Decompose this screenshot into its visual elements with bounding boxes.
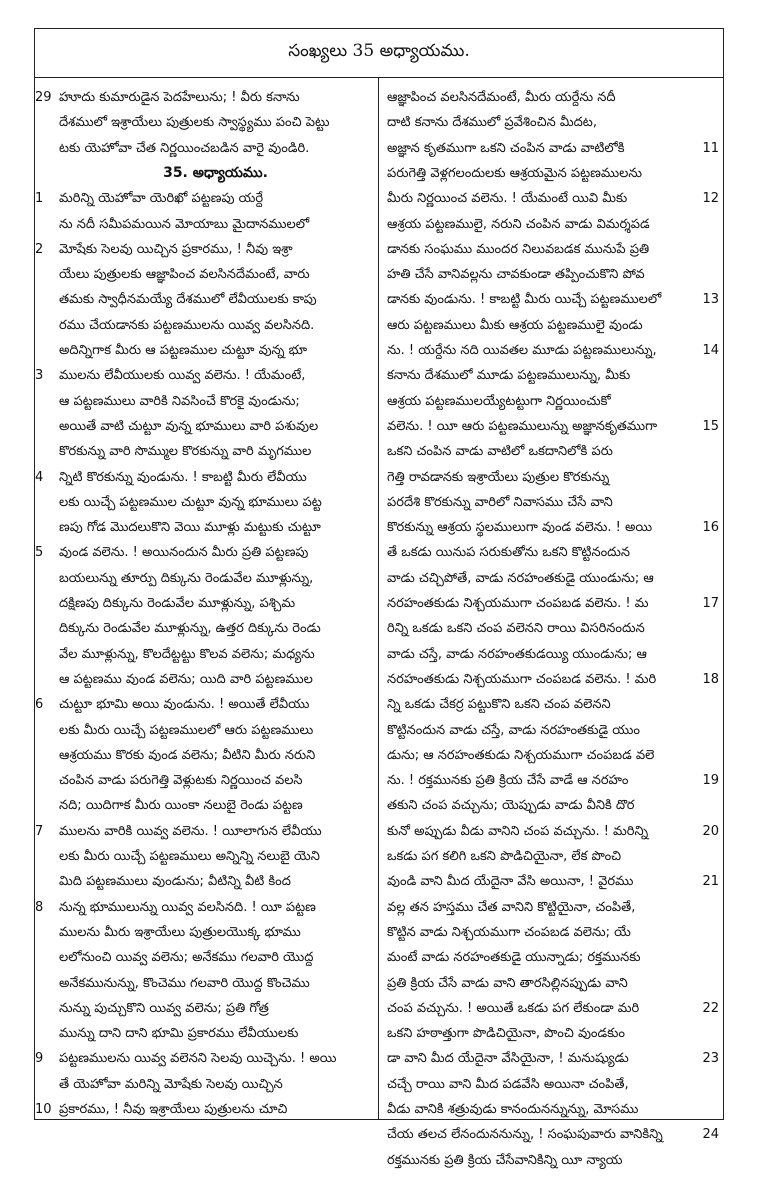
line-text: ఒకని హఠాత్తుగా పొడిచియైనా, పొంచి వుండకుం (387, 1026, 626, 1042)
line-text: నరహంతకుడు నిశ్చయముగా చంపబడ వలెను. ! మ (387, 596, 649, 611)
verse-number: 22 (702, 1000, 719, 1016)
verse-number: 11 (702, 140, 719, 156)
line-text: తమకు స్వాధీనమయ్యే దేశములో లేవీయులకు కాపు (59, 292, 317, 308)
line-text: యేలు పుత్రులకు ఆజ్ఞాపించ వలసినదేమంటే, వారు (59, 267, 310, 283)
line-text: న్నిటి కొరకున్ను వుండును. ! కాబట్టి మీరు లేవీయు (59, 469, 307, 485)
line-text: అదిన్నిగాక మీరు ఆ పట్టణముల చుట్టూ వున్న భూ (59, 343, 308, 358)
line-text: చంపిన వాడు పరుగెత్తి వెళ్లుటకు నిర్ణయించ వలసి (59, 773, 303, 789)
line-text: మరిన్ని యెహోవా యెరిఖో పట్టణపు యర్దే (59, 191, 264, 207)
line-text: డును; ఆ నరహంతకుడు నిశ్చయముగా చంపబడ వలె (387, 747, 655, 763)
line-text: రక్తమునకు ప్రతి క్రియ చేసేవానికిన్ని యీ న్యాయ (387, 1152, 623, 1168)
line-text: చేయ తలచ లేనందుననున్ను, ! సంఘపువారు వానికిన్ని (387, 1127, 663, 1143)
line-text: వల్ల తన హస్తము చేత వానిని కొట్టియైనా, చంపితే, (387, 899, 636, 915)
line-text: మిది పట్టణములు వుండును; వీటిన్ని వీటి కింద (59, 874, 291, 890)
line-text: వేల మూళ్లున్ను, కొలదేట్టట్టు కొలవ వలెను; మధ్యను (59, 646, 315, 662)
verse-number: 19 (702, 773, 719, 789)
verse-number: 8 (35, 899, 44, 915)
line-text: హూదు కుమారుడైన పెదహేలును; ! వీరు కనాను (59, 90, 300, 105)
verse-number: 7 (35, 823, 44, 839)
verse-number: 4 (35, 469, 44, 485)
line-text: కొట్టిన వాడు నిశ్చయముగా చంపబడ వలెను; యే (387, 924, 631, 940)
line-text: నున్న భూములున్ను యివ్వ వలసినది. ! యీ పట్టణ (59, 899, 316, 915)
line-text: కొరకున్ను వారి సొమ్ముల కొరకున్ను వారి మృగముల (59, 444, 312, 460)
left-column-line (35, 1093, 372, 1126)
line-text: నరహంతకుడు నిశ్చయముగా చంపబడ వలెను. ! మరి (387, 671, 657, 687)
line-text: అనేకమునున్ను, కొంచెము గలవారి యొద్ద కొంచెము (59, 975, 310, 991)
line-text: డా వాని మీద యేదైనా వేసియైనా, ! మనుష్యుడు (387, 1051, 629, 1067)
line-text: ను. ! రక్తమునకు ప్రతి క్రియ చేసే వాడే ఆ నరహం (387, 773, 629, 789)
line-text: న్ని ఒకడు చేకర్ర పట్టుకొని ఒకని చంప వలెనని (387, 697, 611, 713)
right-column (379, 77, 723, 1168)
verse-number: 15 (702, 418, 719, 434)
line-text: చంప వచ్చును. ! అయితే ఒకడు పగ లేకుండా మరి (387, 1000, 640, 1016)
page-frame (34, 28, 724, 1168)
line-text: ఆశ్రయ పట్టణములయ్యేటట్టుగా నిర్ణయించుకో (387, 393, 611, 409)
line-text: దాటి కనాను దేశములో ప్రవేశించిన మీదట, (387, 115, 597, 131)
chapter-heading: 35. అధ్యాయము. (163, 164, 268, 181)
line-text: ములను లేవీయులకు యివ్వ వలెను. ! యేమంటే, (59, 368, 306, 384)
line-text: తకుని చంప వచ్చును; యెప్పుడు వాడు వీనికి దొర (387, 798, 635, 814)
verse-number: 1 (35, 191, 44, 207)
line-text: ప్రతి క్రియ చేసే వాడు వాని తారసిల్లినప్పుడు వాని (387, 975, 628, 991)
line-text: డానకు వుండును. ! కాబట్టి మీరు యిచ్చే పట్టణములలో (387, 292, 662, 308)
line-text: వాడు చచ్చిపోతే, వాడు నరహంతకుడై యుండును; ఆ (387, 570, 654, 586)
verse-number: 5 (35, 545, 44, 561)
line-text: మోషేకు సెలవు యిచ్చిన ప్రకారము, ! నీవు ఇశ్రా (59, 241, 293, 257)
line-text: గెత్తి రావడానకు ఇశ్రాయేలు పుత్రుల కొరకున్ను (387, 469, 610, 485)
verse-number: 29 (35, 90, 52, 105)
line-text: ను. ! యర్దేను నది యివతల మూడు పట్టణములున్ను, (387, 343, 657, 358)
line-text: ఆ పట్టణములు వారికి నివసించే కొరకై వుండును; (59, 393, 300, 409)
line-text: తే ఒకడు యినుప సరుకుతోను ఒకని కొట్టినందున (387, 545, 630, 561)
line-text: వాడు చస్తే, వాడు నరహంతకుడయ్యి యుండును; ఆ (387, 646, 647, 662)
line-text: హతి చేసే వానివల్లను చావకుండా తప్పించుకొని పోవ (387, 267, 645, 283)
line-text: పట్టణములను యివ్వ వలెనని సెలవు యిచ్చెను. ! అయి (59, 1051, 337, 1067)
page-header (35, 29, 723, 78)
line-text: ఆశ్రయ పట్టణములై, నరుని చంపిన వాడు విమర్శపడ (387, 216, 650, 232)
line-text: దక్షిణపు దిక్కును రెండువేల మూళ్లున్ను, పశ్చిమ (59, 596, 296, 611)
verse-number: 10 (35, 1102, 52, 1117)
verse-number: 21 (702, 874, 719, 890)
line-text: చచ్చే రాయి వాని మీద పడవేసి అయినా చంపితే, (387, 1076, 629, 1092)
line-text: వుండ వలెను. ! అయినందున మీరు ప్రతి పట్టణపు (59, 545, 309, 561)
line-text: ను నదీ సమీపమయిన మోయాబు మైదానములలో (59, 216, 310, 232)
line-text: పరుగెత్తి వెళ్లగలందులకు ఆశ్రయమైన పట్టణములను (387, 165, 643, 181)
line-text: కునో అప్పుడు వీడు వానిని చంప వచ్చును. ! మరిన్ని (387, 823, 649, 839)
verse-number: 12 (702, 191, 719, 207)
line-text: ఒకడు పగ కలిగి ఒకని పొడిచియైనా, లేక పొంచి (387, 849, 622, 864)
line-text: మీరు నిర్ణయించ వలెను. ! యేమంటే యివి మీకు (387, 191, 628, 207)
verse-number: 20 (702, 823, 719, 839)
text-columns (35, 77, 723, 1168)
line-text: వుండి వాని మీద యేదైనా వేసి అయినా, ! వైరము (387, 874, 634, 890)
line-text: ములను మీరు ఇశ్రాయేలు పుత్రులయొక్క భూము (59, 924, 301, 940)
line-text: బయలున్ను తూర్పు దిక్కును రెండువేల మూళ్లున్ను, (59, 570, 314, 586)
line-text: ణపు గోడ మొదలుకొని వెయి మూళ్లు మట్టుకు చుట్టూ (59, 520, 321, 536)
right-column-line (387, 1144, 689, 1177)
line-text: తే యెహోవా మరిన్ని మోషేకు సెలవు యిచ్చిన (59, 1076, 283, 1092)
line-text: కొరకున్ను ఆశ్రయ స్థలములుగా వుండ వలెను. ! అయి (387, 520, 653, 536)
line-text: వీడు వానికి శత్రువుడు కానందునన్నున్ను, మోసము (387, 1102, 639, 1117)
verse-number: 9 (35, 1051, 44, 1067)
line-text: మంటే వాడు నరహంతకుడై యున్నాడు; రక్తమునకు (387, 950, 641, 966)
line-text: ఒకని చంపిన వాడు వాటిలో ఒకదానిలోకి పరు (387, 444, 613, 460)
line-text: పరదేశి కొరకున్ను వారిలో నివాసము చేసే వాని (387, 494, 613, 510)
line-text: లకు మీరు యిచ్చే పట్టణములలో ఆరు పట్టణములు (59, 722, 314, 738)
verse-number: 17 (702, 596, 719, 611)
verse-number: 6 (35, 697, 44, 713)
line-text: రిన్ని ఒకడు ఒకని చంప వలెనని రాయి విసరినందున (387, 621, 645, 637)
line-text: ఆశ్రయము కొరకు వుండ వలెను; వీటిని మీరు నరుని (59, 747, 316, 763)
line-text: కొట్టినందున వాడు చస్తే, వాడు నరహంతకుడై యుం (387, 722, 641, 738)
verse-number: 14 (702, 343, 719, 358)
line-text: దిక్కును రెండువేల మూళ్లున్ను, ఉత్తర దిక్కును రెండు (59, 621, 321, 637)
page-title: సంఖ్యలు 35 అధ్యాయము. (288, 41, 470, 61)
line-text: దేశములో ఇశ్రాయేలు పుత్రులకు స్వాస్థ్యము పంచి పెట్టు (59, 115, 330, 131)
line-text: లకు యిచ్చే పట్టణముల చుట్టూ వున్న భూములు పట్ట (59, 494, 322, 510)
line-text: డానకు సంఘము ముందర నిలువబడక మునుపే ప్రతి (387, 241, 650, 257)
line-text: నున్ను పుచ్చుకొని యివ్వ వలెను; ప్రతి గోత్ర (59, 1000, 269, 1016)
line-text: ఆరు పట్టణములు మీకు ఆశ్రయ పట్టణములై వుండు (387, 317, 643, 333)
line-text: నది; యిదిగాక మీరు యింకా నలుబై రెండు పట్టణ (59, 798, 303, 814)
verse-number: 16 (702, 520, 719, 536)
line-text: ములను వారికి యివ్వ వలెను. ! యీలాగున లేవీయు (59, 823, 322, 839)
verse-number: 13 (702, 292, 719, 308)
line-text: కనాను దేశములో మూడు పట్టణములున్ను, మీకు (387, 368, 631, 384)
line-text: అజ్ఞాన కృతముగా ఒకని చంపిన వాడు వాటిలోకి (387, 140, 625, 156)
line-text: రము చేయడానకు పట్టణములను యివ్వ వలసినది. (59, 317, 315, 333)
verse-number: 24 (702, 1127, 719, 1143)
verse-number: 18 (702, 671, 719, 687)
verse-number: 2 (35, 241, 44, 257)
line-text: లకు మీరు యిచ్చే పట్టణములు అన్నిన్ని నలుబై యెని (59, 849, 320, 864)
verse-number: 3 (35, 368, 44, 384)
left-column (35, 77, 379, 1119)
verse-number: 23 (702, 1051, 719, 1067)
line-text: ప్రకారము, ! నీవు ఇశ్రాయేలు పుత్రులను చూచి (59, 1102, 288, 1117)
line-text: ఆజ్ఞాపించ వలసినదేమంటే, మీరు యర్దేను నదీ (387, 90, 616, 105)
line-text: అయితే వాటి చుట్టూ వున్న భూములు వారి పశువుల (59, 418, 319, 434)
line-text: ఆ పట్టణము వుండ వలెను; యిది వారి పట్టణముల (59, 671, 313, 687)
line-text: లలోనుంచి యివ్వ వలెను; అనేకము గలవారి యొద్ద (59, 950, 314, 966)
line-text: టకు యెహోవా చేత నిర్ణయించబడిన వారై వుండిరి. (59, 140, 310, 156)
line-text: వలెను. ! యీ ఆరు పట్టణములున్ను అజ్ఞానకృతముగా (387, 418, 658, 434)
line-text: మున్ను దాని దాని భూమి ప్రకారము లేవీయులకు (59, 1026, 299, 1042)
line-text: చుట్టూ భూమి అయి వుండును. ! అయితే లేవీయు (59, 697, 310, 713)
